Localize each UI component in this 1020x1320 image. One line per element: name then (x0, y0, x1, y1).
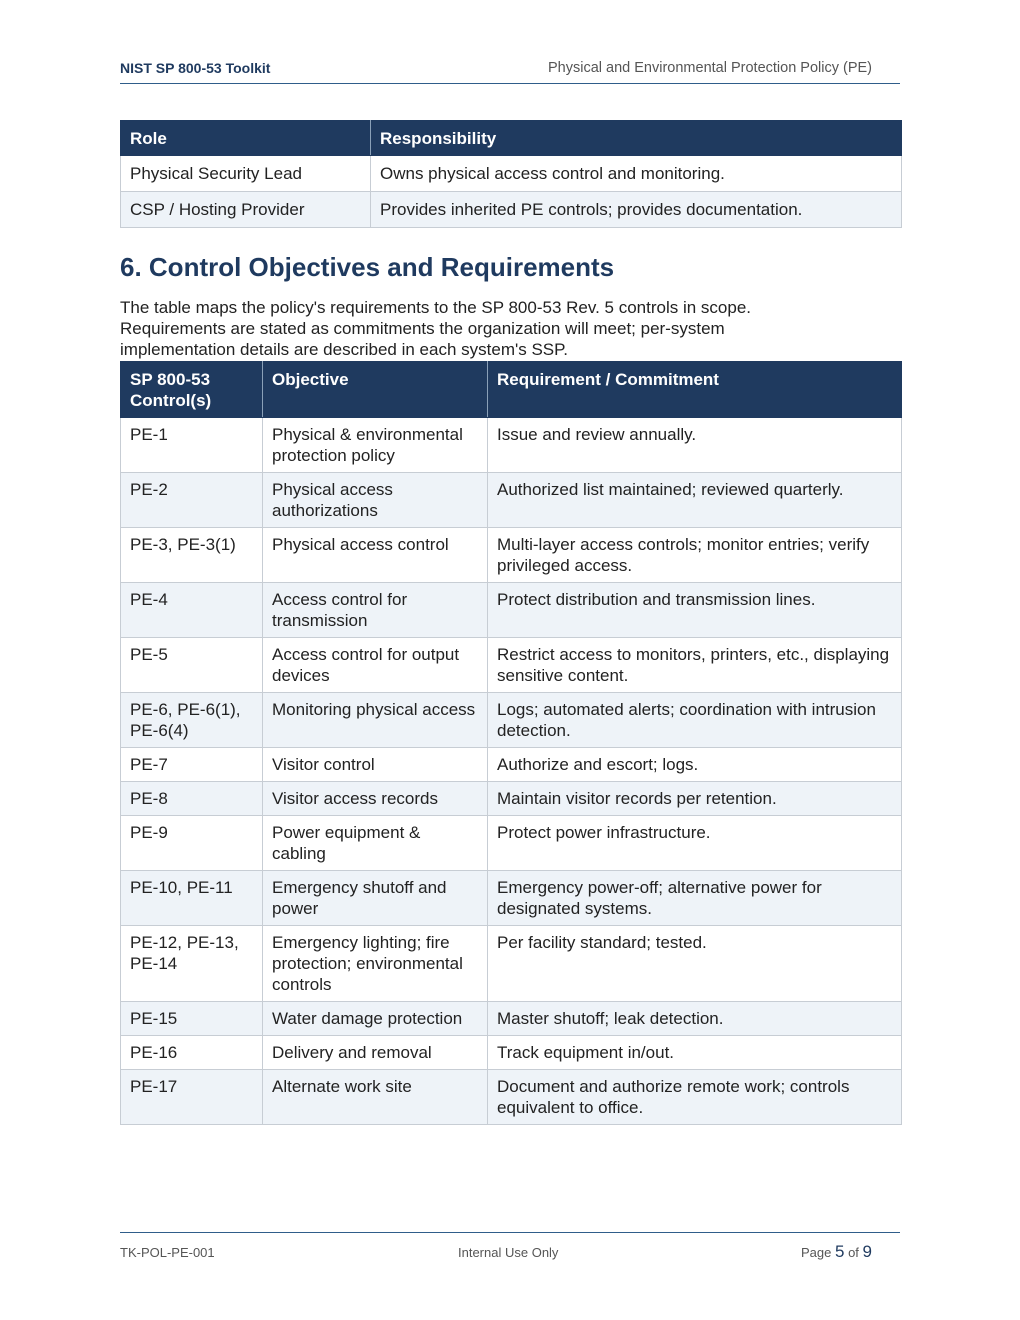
requirement-cell: Document and authorize remote work; controls equivalent to office. (488, 1070, 902, 1125)
objective-cell: Alternate work site (263, 1070, 488, 1125)
objective-cell: Water damage protection (263, 1002, 488, 1036)
roles-table-header-row (121, 121, 902, 156)
table-row (121, 748, 902, 782)
page-header (120, 58, 900, 84)
table-row (121, 156, 902, 192)
requirement-cell: Multi-layer access controls; monitor entries; verify privileged access. (488, 528, 902, 583)
requirement-cell: Restrict access to monitors, printers, etc., displaying sensitive content. (488, 638, 902, 693)
table-row (121, 693, 902, 748)
table-row (121, 192, 902, 228)
roles-table (120, 120, 902, 228)
requirement-cell: Emergency power-off; alternative power for designated systems. (488, 871, 902, 926)
table-row (121, 926, 902, 1002)
requirement-cell: Per facility standard; tested. (488, 926, 902, 1002)
controls-table-header-row (121, 362, 902, 418)
control-id-cell: PE-17 (121, 1070, 263, 1125)
control-id-cell: PE-16 (121, 1036, 263, 1070)
objective-cell: Physical access control (263, 528, 488, 583)
objective-cell: Visitor access records (263, 782, 488, 816)
column-header-controls: SP 800-53 Control(s) (121, 362, 263, 418)
control-id-cell: PE-8 (121, 782, 263, 816)
page-total: 9 (862, 1242, 872, 1261)
control-id-cell: PE-9 (121, 816, 263, 871)
control-id-cell: PE-7 (121, 748, 263, 782)
objective-cell: Emergency lighting; fire protection; environmental controls (263, 926, 488, 1002)
table-row (121, 1036, 902, 1070)
table-row (121, 528, 902, 583)
objective-cell: Physical & environmental protection policy (263, 418, 488, 473)
column-header-requirement: Requirement / Commitment (488, 362, 902, 418)
table-row (121, 1002, 902, 1036)
control-id-cell: PE-1 (121, 418, 263, 473)
control-id-cell: PE-10, PE-11 (121, 871, 263, 926)
page-current: 5 (834, 1242, 845, 1261)
requirement-cell: Protect distribution and transmission lines. (488, 583, 902, 638)
requirement-cell: Track equipment in/out. (488, 1036, 902, 1070)
page-number (801, 1242, 872, 1262)
objective-cell: Emergency shutoff and power (263, 871, 488, 926)
control-id-cell: PE-12, PE-13, PE-14 (121, 926, 263, 1002)
column-header-responsibility: Responsibility (371, 121, 902, 156)
toolkit-title: NIST SP 800-53 Toolkit (120, 60, 271, 76)
objective-cell: Access control for transmission (263, 583, 488, 638)
requirement-cell: Protect power infrastructure. (488, 816, 902, 871)
requirement-cell: Logs; automated alerts; coordination with intrusion detection. (488, 693, 902, 748)
control-id-cell: PE-2 (121, 473, 263, 528)
objective-cell: Power equipment & cabling (263, 816, 488, 871)
document-id: TK-POL-PE-001 (120, 1245, 215, 1260)
control-id-cell: PE-3, PE-3(1) (121, 528, 263, 583)
table-row (121, 418, 902, 473)
responsibility-cell: Provides inherited PE controls; provides documentation. (371, 192, 902, 228)
table-row (121, 1070, 902, 1125)
control-id-cell: PE-5 (121, 638, 263, 693)
table-row (121, 871, 902, 926)
control-id-cell: PE-15 (121, 1002, 263, 1036)
responsibility-cell: Owns physical access control and monitoring. (371, 156, 902, 192)
classification-label: Internal Use Only (458, 1245, 559, 1260)
control-id-cell: PE-6, PE-6(1), PE-6(4) (121, 693, 263, 748)
objective-cell: Delivery and removal (263, 1036, 488, 1070)
requirement-cell: Authorized list maintained; reviewed quarterly. (488, 473, 902, 528)
requirement-cell: Issue and review annually. (488, 418, 902, 473)
role-cell: CSP / Hosting Provider (121, 192, 371, 228)
control-id-cell: PE-4 (121, 583, 263, 638)
column-header-objective: Objective (263, 362, 488, 418)
page-label: Page (800, 1245, 832, 1260)
objective-cell: Access control for output devices (263, 638, 488, 693)
objective-cell: Visitor control (263, 748, 488, 782)
page-of: of (848, 1245, 859, 1260)
requirement-cell: Master shutoff; leak detection. (488, 1002, 902, 1036)
page-footer (120, 1232, 900, 1273)
requirement-cell: Authorize and escort; logs. (488, 748, 902, 782)
requirement-cell: Maintain visitor records per retention. (488, 782, 902, 816)
column-header-role: Role (121, 121, 371, 156)
section-intro: The table maps the policy's requirements to the SP 800-53 Rev. 5 controls in scope. Requirements are stated as commitments the organization will meet; per-system implementation details are described in each system's SSP. (120, 298, 752, 359)
role-cell: Physical Security Lead (121, 156, 371, 192)
table-row (121, 583, 902, 638)
section-heading: 6. Control Objectives and Requirements (120, 252, 615, 282)
policy-title: Physical and Environmental Protection Policy (PE) (548, 60, 872, 76)
objective-cell: Physical access authorizations (263, 473, 488, 528)
table-row (121, 782, 902, 816)
controls-table (120, 361, 902, 1125)
table-row (121, 816, 902, 871)
table-row (121, 473, 902, 528)
objective-cell: Monitoring physical access (263, 693, 488, 748)
table-row (121, 638, 902, 693)
